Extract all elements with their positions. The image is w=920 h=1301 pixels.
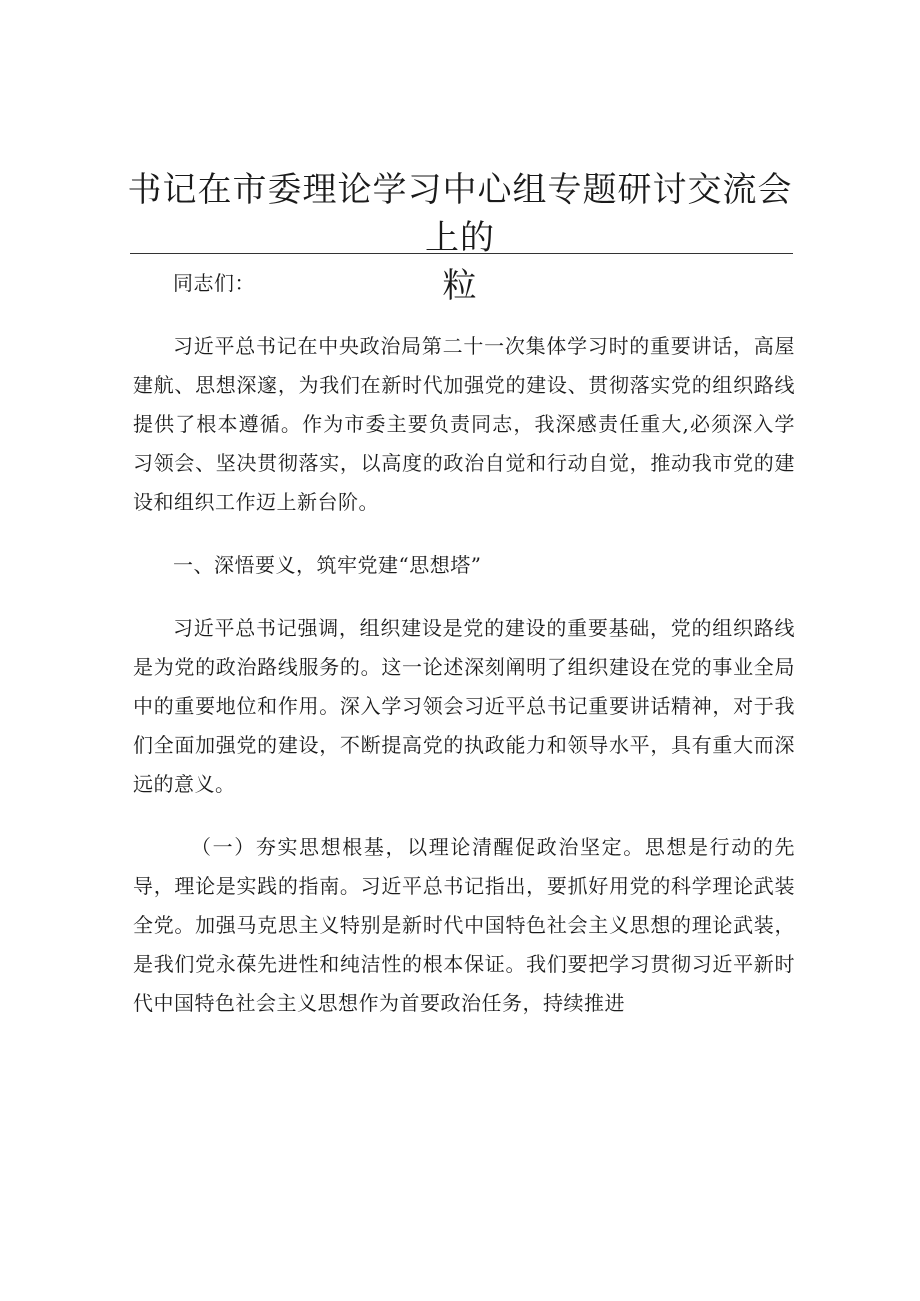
paragraph-intro: 习近平总书记在中央政治局第二十一次集体学习时的重要讲话，高屋建航、思想深邃，为我们在新时代加强党的建设、贯彻落实党的组织路线提供了根本遵循。作为市委主要负责同志，我深感责任重大,必须深入学习领会、坚决贯彻落实，以高度的政治自觉和行动自觉，推动我市党的建设和组织工作迈上新台阶。: [133, 334, 795, 514]
document-body: [133, 264, 795, 1047]
section-heading-1: 一、深悟要义，筑牢党建“思想塔”: [173, 553, 482, 577]
title-line-2: 粒: [442, 266, 478, 306]
title-divider: [130, 253, 793, 254]
salutation: 同志们：: [173, 271, 255, 295]
paragraph-subsection-1: （一）夯实思想根基，以理论清醒促政治坚定。思想是行动的先导，理论是实践的指南。习近平总书记指出，要抓好用党的科学理论武装全党。加强马克思主义特别是新时代中国特色社会主义思想的理论武装，是我们党永葆先进性和纯洁性的根本保证。我们要把学习贯彻习近平新时代中国特色社会主义思想作为首要政治任务，持续推进: [133, 835, 795, 1015]
paragraph-section-1: 习近平总书记强调，组织建设是党的建设的重要基础，党的组织路线是为党的政治路线服务的。这一论述深刻阐明了组织建设在党的事业全局中的重要地位和作用。深入学习领会习近平总书记重要讲话精神，对于我们全面加强党的建设，不断提高党的执政能力和领导水平，具有重大而深远的意义。: [133, 616, 795, 796]
title-line-1: 书记在市委理论学习中心组专题研讨交流会上的: [127, 170, 793, 258]
